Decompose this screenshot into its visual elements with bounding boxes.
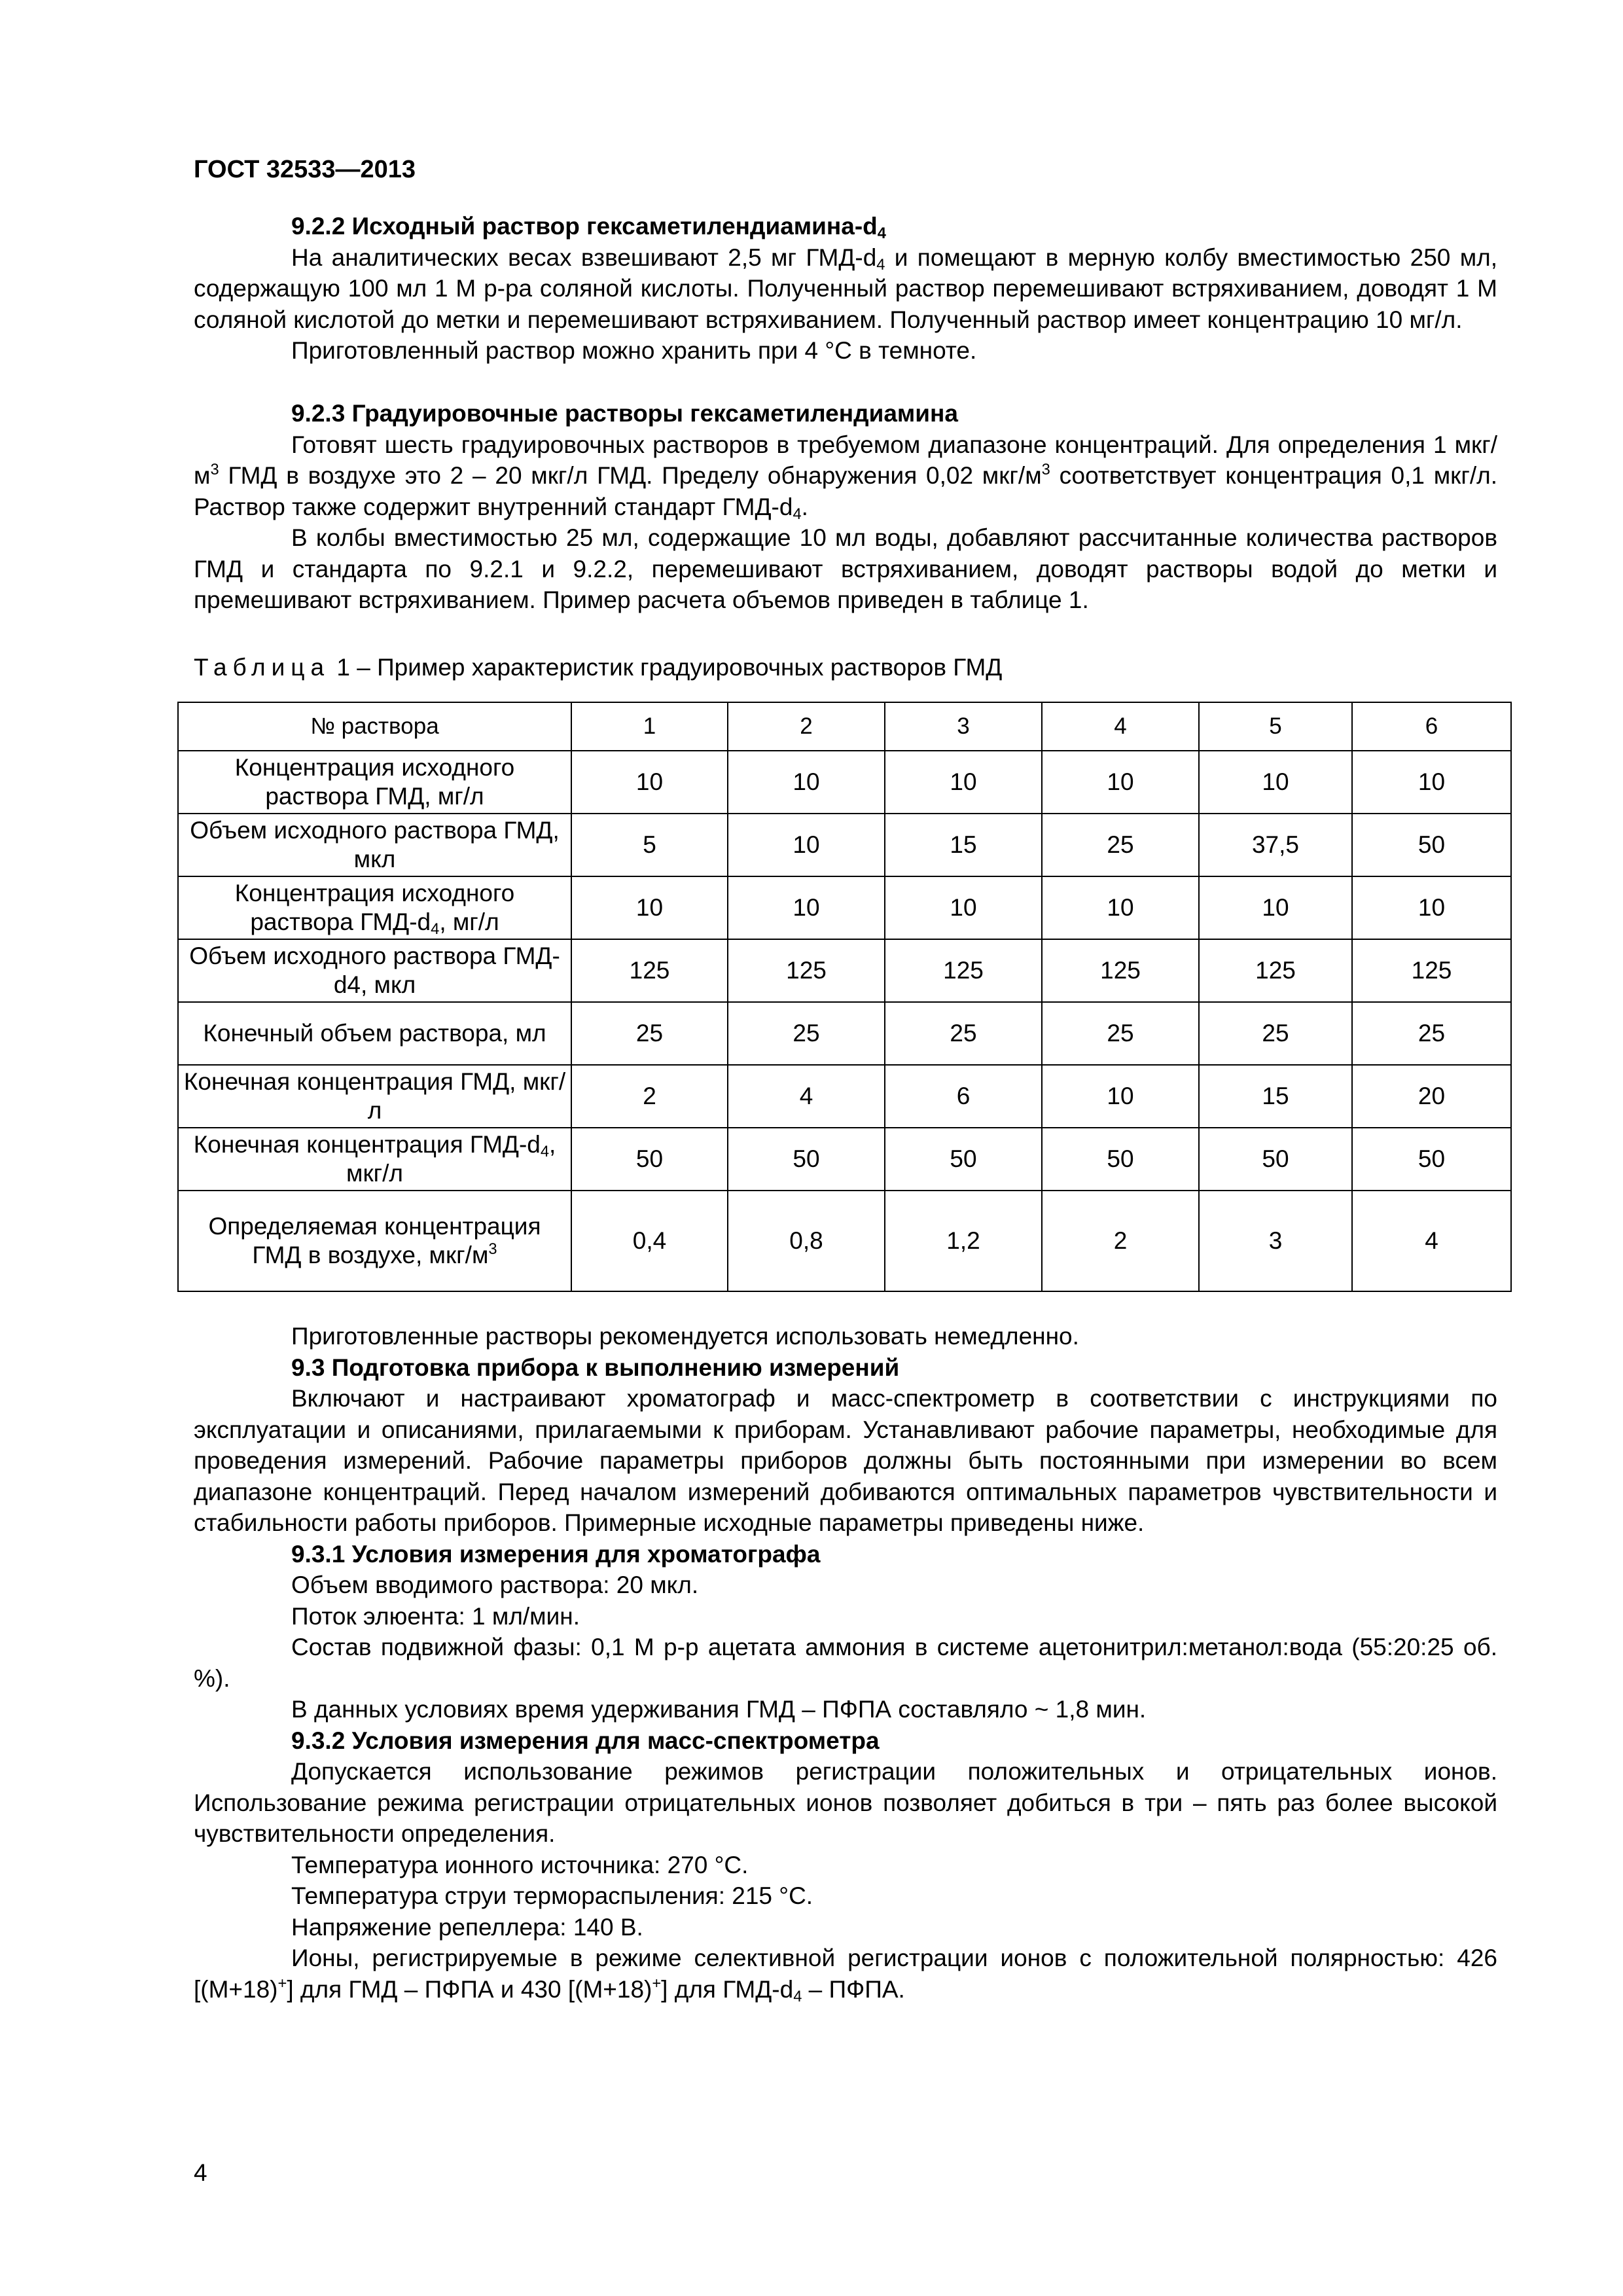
table-cell: 0,4	[571, 1191, 728, 1291]
row-label: Определяемая концентрация ГМД в воздухе, мкг/$м^3$	[178, 1191, 571, 1291]
paragraph-9-2-2-b: Приготовленный раствор можно хранить при 4 °С в темноте.	[291, 337, 977, 364]
table-cell: 0,8	[728, 1191, 885, 1291]
table-cell: 10	[1199, 751, 1352, 814]
header-cell: 4	[1042, 702, 1199, 751]
table-cell: 25	[571, 1002, 728, 1065]
table-cell: 4	[1352, 1191, 1511, 1291]
table-row	[178, 939, 1511, 1002]
table-cell: 25	[728, 1002, 885, 1065]
table-cell: 15	[1199, 1065, 1352, 1128]
paragraph-9-3: Включают и настраивают хроматограф и масс-спектрометр в соответствии с инструкциями по эксплуатации и описаниями, прилагаемыми к приборам. Устанавливают рабочие параметры, необходимые для проведения измерений. Рабочие параметры приборов должны быть постоянными при измерении во всем диапазоне концентраций. Перед началом измерений добиваются оптимальных параметров чувствительности и стабильности работы приборов. Примерные исходные параметры приведены ниже.	[194, 1385, 1497, 1536]
section-9-2-3	[194, 398, 1497, 616]
table-cell: 20	[1352, 1065, 1511, 1128]
row-label: Объем исходного раствора ГМД, мкл	[178, 814, 571, 876]
table-row	[178, 814, 1511, 876]
after-table-note: Приготовленные растворы рекомендуется использовать немедленно.	[291, 1323, 1079, 1350]
row-label: Конечный объем раствора, мл	[178, 1002, 571, 1065]
table-row	[178, 1065, 1511, 1128]
paragraph-9-2-3-b: В колбы вместимостью 25 мл, содержащие 10 мл воды, добавляют рассчитанные количества растворов ГМД и стандарта по 9.2.1 и 9.2.2, перемешивают встряхиванием, доводят растворы водой до метки и премешивают встряхиванием. Пример расчета объемов приведен в таблице 1.	[194, 524, 1497, 613]
chromatograph-line: Поток элюента: 1 мл/мин.	[291, 1602, 580, 1630]
table-cell: 25	[1199, 1002, 1352, 1065]
header-cell: № раствора	[178, 702, 571, 751]
row-label: Конечная концентрация ГМД, мкг/л	[178, 1065, 571, 1128]
row-label: Объем исходного раствора ГМД-d4, мкл	[178, 939, 571, 1002]
table-cell: 10	[728, 814, 885, 876]
table-cell: 15	[885, 814, 1042, 876]
heading-9-3: 9.3 Подготовка прибора к выполнению измерений	[291, 1354, 900, 1381]
table-cell: 2	[1042, 1191, 1199, 1291]
table-cell: 50	[728, 1128, 885, 1191]
ions-paragraph: Ионы, регистрируемые в режиме селективной регистрации ионов с положительной полярностью: 426 [(M+18)+] для ГМД – ПФПА и 430 [(M+18)+] для ГМД-$d_4$ – ПФПА.	[194, 1945, 1497, 2005]
table-row	[178, 1002, 1511, 1065]
table-cell: 1,2	[885, 1191, 1042, 1291]
table-cell: 25	[1352, 1002, 1511, 1065]
table-header-row	[178, 702, 1511, 751]
document-header: ГОСТ 32533—2013	[194, 156, 416, 183]
table-cell: 10	[728, 876, 885, 939]
header-cell: 2	[728, 702, 885, 751]
row-label: Конечная концентрация ГМД-$d_4$, мкг/л	[178, 1128, 571, 1191]
table-cell: 125	[1199, 939, 1352, 1002]
table-row	[178, 1191, 1511, 1291]
table-cell: 2	[571, 1065, 728, 1128]
table-cell: 25	[1042, 1002, 1199, 1065]
calibration-table	[177, 702, 1512, 1292]
table-cell: 50	[1199, 1128, 1352, 1191]
header-cell: 1	[571, 702, 728, 751]
chromatograph-line: Объем вводимого раствора: 20 мкл.	[291, 1571, 699, 1598]
heading-9-2-3: 9.2.3 Градуировочные растворы гексаметилендиамина	[291, 400, 958, 427]
table-cell: 10	[1352, 876, 1511, 939]
mass-spec-line: Температура ионного источника: 270 °С.	[291, 1851, 749, 1878]
table-row	[178, 751, 1511, 814]
section-9-2-2	[194, 211, 1497, 367]
table-cell: 125	[571, 939, 728, 1002]
paragraph-9-2-2-a: На аналитических весах взвешивают 2,5 мг ГМД-$d_4$ и помещают в мерную колбу вместимостью 250 мл, содержащую 100 мл 1 М р-ра соляной кислоты. Полученный раствор перемешивают встряхиванием, доводят 1 М соляной кислотой до метки и перемешивают встряхиванием. Полученный раствор имеет концентрацию 10 мг/л.	[194, 243, 1497, 333]
table-cell: 50	[885, 1128, 1042, 1191]
table-cell: 25	[885, 1002, 1042, 1065]
table-cell: 50	[1352, 814, 1511, 876]
table-cell: 10	[885, 876, 1042, 939]
paragraph-9-2-3-a: Готовят шесть градуировочных растворов в требуемом диапазоне концентраций. Для определения 1 мкг/$м^3$ ГМД в воздухе это 2 – 20 мкг/л ГМД. Пределу обнаружения 0,02 мкг/$м^3$ соответствует концентрация 0,1 мкг/л. Раствор также содержит внутренний стандарт ГМД-$d_4$.	[194, 431, 1497, 523]
table-cell: 6	[885, 1065, 1042, 1128]
page-number: 4	[194, 2159, 207, 2186]
table-cell: 10	[571, 876, 728, 939]
table-cell: 10	[1352, 751, 1511, 814]
table-cell: 50	[571, 1128, 728, 1191]
chromatograph-line: В данных условиях время удерживания ГМД – ПФПА составляло ~ 1,8 мин.	[291, 1696, 1147, 1723]
table-cell: 4	[728, 1065, 885, 1128]
heading-9-2-2: 9.2.2 Исходный раствор гексаметилендиамина-$d_4$	[291, 213, 886, 242]
table-cell: 50	[1352, 1128, 1511, 1191]
table-cell: 10	[1042, 751, 1199, 814]
table-cell: 125	[1352, 939, 1511, 1002]
row-label: Концентрация исходного раствора ГМД, мг/л	[178, 751, 571, 814]
table-cell: 10	[571, 751, 728, 814]
table-cell: 10	[885, 751, 1042, 814]
table-row	[178, 1128, 1511, 1191]
table-cell: 10	[1042, 1065, 1199, 1128]
heading-9-3-1: 9.3.1 Условия измерения для хроматографа	[291, 1540, 821, 1568]
heading-9-3-2: 9.3.2 Условия измерения для масс-спектрометра	[291, 1727, 880, 1754]
section-9-3	[194, 1321, 1497, 2005]
mass-spec-line: Напряжение репеллера: 140 В.	[291, 1913, 643, 1941]
mass-spec-line: Температура струи термораспыления: 215 °С.	[291, 1882, 813, 1909]
table-cell: 3	[1199, 1191, 1352, 1291]
header-cell: 5	[1199, 702, 1352, 751]
table-cell: 25	[1042, 814, 1199, 876]
chromatograph-line: Состав подвижной фазы: 0,1 М р-р ацетата аммония в системе ацетонитрил:метанол:вода (55:20:25 об. %).	[194, 1634, 1497, 1692]
table-cell: 10	[728, 751, 885, 814]
table-cell: 50	[1042, 1128, 1199, 1191]
table-row	[178, 876, 1511, 939]
table-cell: 125	[885, 939, 1042, 1002]
table-cell: 125	[1042, 939, 1199, 1002]
header-cell: 6	[1352, 702, 1511, 751]
row-label: Концентрация исходного раствора ГМД-$d_4$, мг/л	[178, 876, 571, 939]
table-cell: 5	[571, 814, 728, 876]
table-cell: 10	[1042, 876, 1199, 939]
mass-spec-line: Допускается использование режимов регистрации положительных и отрицательных ионов. Использование режима регистрации отрицательных ионов позволяет добиться в три – пять раз более высокой чувствительности определения.	[194, 1758, 1497, 1847]
table-caption: Таблица 1 – Пример характеристик градуировочных растворов ГМД	[194, 654, 1003, 681]
header-cell: 3	[885, 702, 1042, 751]
table-cell: 10	[1199, 876, 1352, 939]
table-cell: 125	[728, 939, 885, 1002]
table-cell: 37,5	[1199, 814, 1352, 876]
